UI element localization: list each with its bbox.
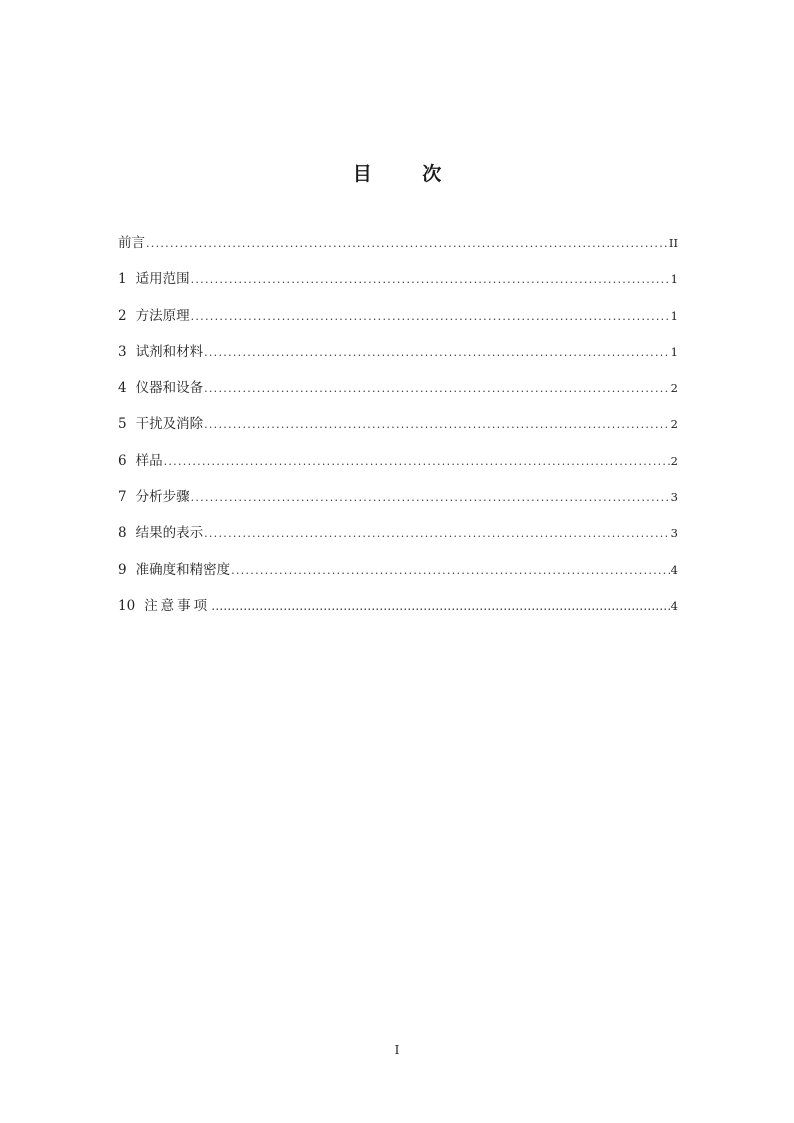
toc-entry-5[interactable] (118, 414, 678, 450)
toc-entry-10[interactable] (118, 596, 678, 632)
toc-dot-leader (146, 234, 668, 254)
toc-dot-leader (204, 524, 670, 544)
toc-entry-title: 结果的表示 (135, 525, 204, 542)
toc-dot-leader (164, 452, 670, 472)
toc-ellipsis-leader (211, 596, 669, 616)
toc-section-number: 4 (118, 380, 127, 397)
toc-section-number: 7 (118, 489, 127, 506)
toc-section-number: 8 (118, 525, 127, 542)
toc-entry-title: 注意事项 (144, 597, 211, 614)
toc-section-number: 10 (118, 597, 136, 614)
page-title: 目 次 (352, 162, 464, 185)
toc-section-number: 9 (118, 561, 127, 578)
table-of-contents (118, 233, 678, 632)
toc-entry-title: 方法原理 (135, 307, 190, 324)
toc-entry-title: 前言 (118, 235, 145, 251)
toc-entry-4[interactable] (118, 378, 678, 414)
toc-section-number: 5 (118, 416, 127, 433)
toc-entry-title: 分析步骤 (135, 489, 190, 506)
toc-entry-8[interactable] (118, 523, 678, 559)
toc-page-number: 1 (670, 344, 678, 359)
toc-dot-leader (204, 379, 670, 399)
toc-section-number: 2 (118, 307, 127, 324)
toc-section-number: 3 (118, 343, 127, 360)
toc-entry-title: 试剂和材料 (135, 343, 204, 360)
toc-entry-7[interactable] (118, 487, 678, 523)
toc-entry-title: 干扰及消除 (135, 416, 204, 433)
toc-dot-leader (191, 307, 670, 327)
toc-entry-3[interactable] (118, 342, 678, 378)
toc-page-number: 3 (670, 526, 678, 541)
toc-page-number: 2 (670, 417, 678, 432)
toc-page-number: 1 (670, 308, 678, 323)
toc-dot-leader (204, 415, 670, 435)
toc-entry-title: 样品 (135, 452, 163, 469)
toc-page-number: 2 (670, 381, 678, 396)
toc-section-number: 6 (118, 452, 127, 469)
toc-entry-2[interactable] (118, 306, 678, 342)
toc-dot-leader (191, 270, 670, 290)
toc-entry-6[interactable] (118, 451, 678, 487)
toc-entry-title: 准确度和精密度 (135, 561, 231, 578)
footer-page-number: I (394, 1043, 400, 1057)
toc-entry-1[interactable] (118, 269, 678, 305)
toc-dot-leader (191, 488, 670, 508)
toc-page-number: 4 (670, 562, 678, 577)
toc-page-number: 4 (670, 598, 678, 613)
toc-section-number: 1 (118, 271, 127, 288)
toc-entry-preface[interactable] (118, 233, 678, 269)
toc-entry-title: 适用范围 (135, 271, 190, 288)
toc-page-number: 3 (670, 490, 678, 505)
toc-page-number: 2 (670, 453, 678, 468)
toc-entry-9[interactable] (118, 560, 678, 596)
toc-dot-leader (204, 343, 670, 363)
toc-page-number: 1 (670, 272, 678, 287)
toc-entry-title: 仪器和设备 (135, 380, 204, 397)
toc-page-number: II (668, 236, 678, 250)
toc-dot-leader (231, 561, 670, 581)
